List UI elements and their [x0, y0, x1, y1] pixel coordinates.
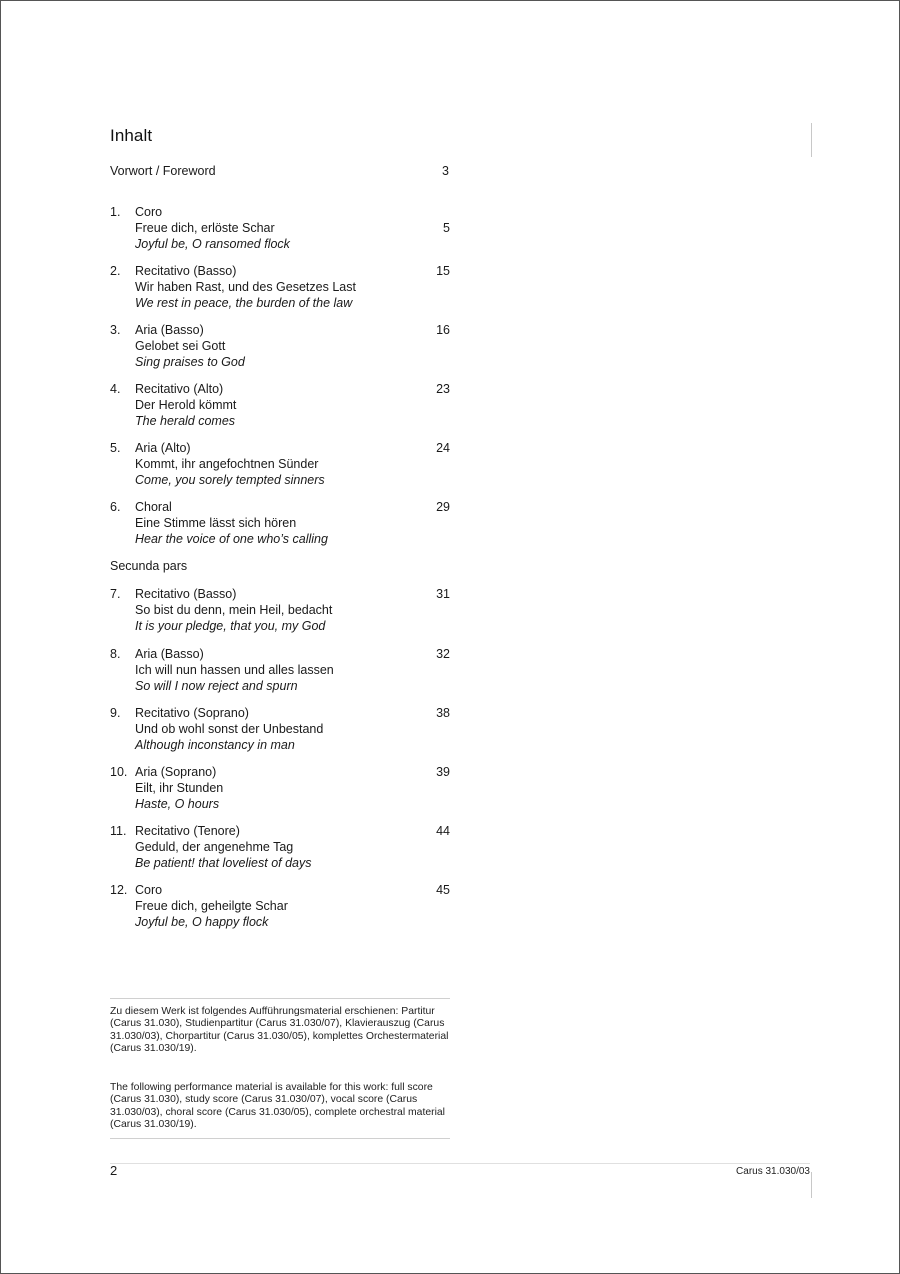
entry-movement-type: Choral	[135, 500, 172, 514]
entry-german-title: Und ob wohl sonst der Unbestand	[135, 722, 324, 736]
entry-number: 7.	[110, 587, 121, 601]
entry-movement-type: Recitativo (Basso)	[135, 587, 237, 601]
entry-german-title: Eine Stimme lässt sich hören	[135, 516, 297, 530]
entry-english-title: We rest in peace, the burden of the law	[135, 296, 353, 310]
entry-movement-type: Coro	[135, 883, 163, 897]
entry-german-title: So bist du denn, mein Heil, bedacht	[135, 603, 333, 617]
entry-german-title: Freue dich, erlöste Schar	[135, 221, 275, 235]
entry-english-title: Be patient! that loveliest of days	[135, 856, 312, 870]
page-number: 2	[110, 1163, 118, 1178]
entry-movement-type: Aria (Soprano)	[135, 765, 217, 779]
entry-english-title: The herald comes	[135, 414, 236, 428]
entry-german-title: Gelobet sei Gott	[135, 339, 226, 353]
entry-movement-type: Recitativo (Soprano)	[135, 706, 249, 720]
entry-page-number: 16	[436, 323, 450, 337]
note-top-rule	[110, 998, 450, 999]
entry-page-number: 24	[436, 441, 450, 455]
entry-english-title: So will I now reject and spurn	[135, 679, 298, 693]
entry-movement-type: Aria (Basso)	[135, 647, 204, 661]
note-bottom-rule	[110, 1138, 450, 1139]
entry-number: 11.	[110, 824, 127, 838]
entry-page-number: 23	[436, 382, 450, 396]
entry-number: 8.	[110, 647, 121, 661]
entry-page-number: 38	[436, 706, 450, 720]
entry-number: 5.	[110, 441, 121, 455]
entry-movement-type: Coro	[135, 205, 163, 219]
entry-number: 1.	[110, 205, 121, 219]
entry-number: 9.	[110, 706, 121, 720]
performance-material-note-de	[110, 1006, 455, 1056]
entry-german-title: Der Herold kömmt	[135, 398, 237, 412]
entry-page-number: 15	[436, 264, 450, 278]
performance-material-note-en	[110, 1082, 455, 1132]
entry-english-title: Although inconstancy in man	[135, 738, 295, 752]
entry-page-number: 32	[436, 647, 450, 661]
page-title: Inhalt	[110, 126, 153, 145]
entry-number: 2.	[110, 264, 121, 278]
crop-mark-top	[811, 123, 812, 157]
entry-german-title: Freue dich, geheilgte Schar	[135, 899, 288, 913]
entry-english-title: Come, you sorely tempted sinners	[135, 473, 325, 487]
note-de-text: Zu diesem Werk ist folgendes Aufführungsmaterial erschienen: Partitur (Carus 31.030), Studienpartitur (Carus 31.030/07), Klavierauszug (Carus 31.030/03), Chorpartitur (Carus 31.030/05), komplettes Orchestermaterial (Carus 31.030/19).	[110, 1006, 449, 1055]
entry-english-title: Haste, O hours	[135, 797, 220, 811]
entry-german-title: Ich will nun hassen und alles lassen	[135, 663, 334, 677]
entry-page-number: 44	[436, 824, 450, 838]
entry-movement-type: Aria (Basso)	[135, 323, 204, 337]
entry-number: 12.	[110, 883, 128, 897]
entry-english-title: Joyful be, O ransomed flock	[135, 237, 290, 251]
entry-page-number: 31	[436, 587, 450, 601]
entry-number: 3.	[110, 323, 121, 337]
entry-english-title: It is your pledge, that you, my God	[135, 619, 326, 633]
entry-page-number: 45	[436, 883, 450, 897]
entry-page-number: 5	[443, 221, 450, 235]
note-en-text: The following performance material is available for this work: full score (Carus 31.030), study score (Carus 31.030/07), vocal score (Carus 31.030/03), choral score (Carus 31.030/05), complete orchestral material (Carus 31.030/19).	[110, 1082, 445, 1131]
entry-number: 6.	[110, 500, 121, 514]
entry-german-title: Wir haben Rast, und des Gesetzes Last	[135, 280, 356, 294]
entry-english-title: Hear the voice of one who’s calling	[135, 532, 328, 546]
entry-english-title: Joyful be, O happy flock	[135, 915, 269, 929]
entry-movement-type: Recitativo (Tenore)	[135, 824, 240, 838]
entry-german-title: Eilt, ihr Stunden	[135, 781, 224, 795]
entry-number: 4.	[110, 382, 121, 396]
catalog-number: Carus 31.030/03	[736, 1166, 810, 1177]
entry-movement-type: Aria (Alto)	[135, 441, 191, 455]
toc-foreword-page: 3	[442, 164, 449, 178]
entry-english-title: Sing praises to God	[135, 355, 245, 369]
entry-number: 10.	[110, 765, 128, 779]
entry-german-title: Kommt, ihr angefochtnen Sünder	[135, 457, 319, 471]
footer-rule	[110, 1163, 810, 1164]
entry-german-title: Geduld, der angenehme Tag	[135, 840, 294, 854]
crop-mark-bottom	[811, 1172, 812, 1198]
toc-foreword-label[interactable]: Vorwort / Foreword	[110, 164, 216, 178]
entry-page-number: 29	[436, 500, 450, 514]
entry-movement-type: Recitativo (Basso)	[135, 264, 237, 278]
entry-movement-type: Recitativo (Alto)	[135, 382, 224, 396]
section-label-secunda-pars: Secunda pars	[110, 559, 188, 573]
entry-page-number: 39	[436, 765, 450, 779]
